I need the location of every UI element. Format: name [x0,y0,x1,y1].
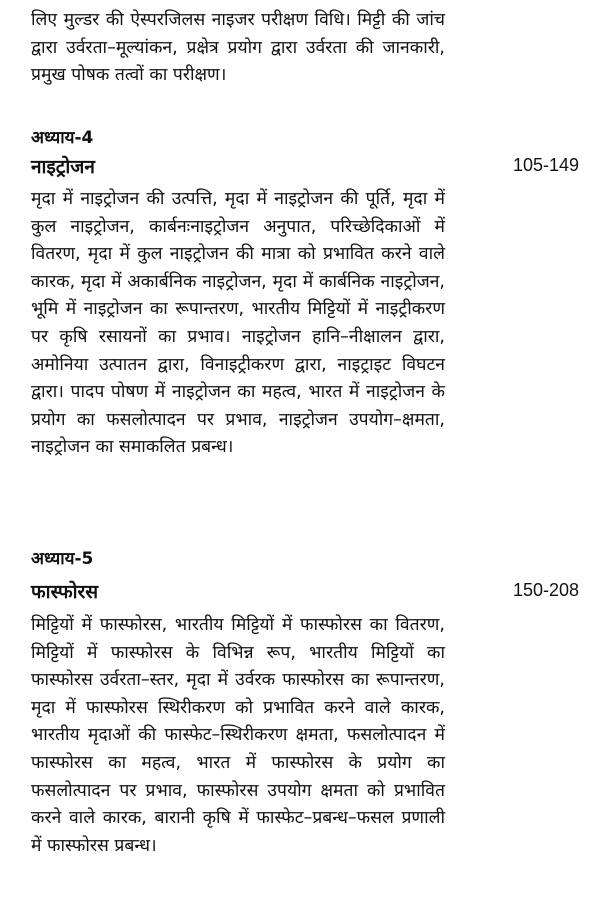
chapter-5-label: अध्याय-5 [31,549,94,569]
chapter-4-page-range: 105-149 [512,155,579,175]
chapter-5-description: मिट्टियों में फास्फोरस, भारतीय मिट्टियों में फास्फोरस का वितरण, मिट्टियों में फास्फोरस के विभिन्न रूप, भारतीय मिट्टियों का फास्फोरस उर्वरता–स्तर, मृदा में उर्वरक फास्फोरस का रूपान्तरण, मृदा में फास्फोरस स्थिरीकरण को प्रभावित करने वाले कारक, भारतीय मृदाओं की फास्फेट–स्थिरीकरण क्षमता, फसलोत्पादन में फास्फोरस का महत्व, भारत में फास्फोरस के प्रयोग का फसलोत्पादन पर प्रभाव, फास्फोरस उपयोग क्षमता को प्रभावित करने वाले कारक, बारानी कृषि में फास्फेट–प्रबन्ध–फसल प्रणाली में फास्फोरस प्रबन्ध। [31,615,445,856]
chapter-4-description: मृदा में नाइट्रोजन की उत्पत्ति, मृदा में नाइट्रोजन की पूर्ति, मृदा में कुल नाइट्रोजन, कार्बनःनाइट्रोजन अनुपात, परिच्छेदिकाओं में वितरण, मृदा में कुल नाइट्रोजन की मात्रा को प्रभावित करने वाले कारक, मृदा में अकार्बनिक नाइट्रोजन, मृदा में कार्बनिक नाइट्रोजन, भूमि में नाइट्रोजन का रूपान्तरण, भारतीय मिट्टियों में नाइट्रीकरण पर कृषि रसायनों का प्रभाव। नाइट्रोजन हानि–नीक्षालन द्वारा, अमोनिया उत्पातन द्वारा, विनाइट्रीकरण द्वारा, नाइट्राइट विघटन द्वारा। पादप पोषण में नाइट्रोजन का महत्व, भारत में नाइट्रोजन के प्रयोग का फसलोत्पादन पर प्रभाव, नाइट्रोजन उपयोग–क्षमता, नाइट्रोजन का समाकलित प्रबन्ध। [31,189,445,458]
intro-paragraph: लिए मुल्डर की ऐस्परजिलस नाइजर परीक्षण विधि। मिट्टी की जांच द्वारा उर्वरता–मूल्यांकन, प्रक्षेत्र प्रयोग द्वारा उर्वरता की जानकारी, प्रमुख पोषक तत्वों का परीक्षण। [31,10,445,86]
chapter-4-label: अध्याय-4 [31,128,94,148]
chapter-5-title: फास्फोरस [31,581,99,603]
chapter-4-title: नाइट्रोजन [31,156,95,178]
chapter-5-page-range: 150-208 [512,580,579,600]
